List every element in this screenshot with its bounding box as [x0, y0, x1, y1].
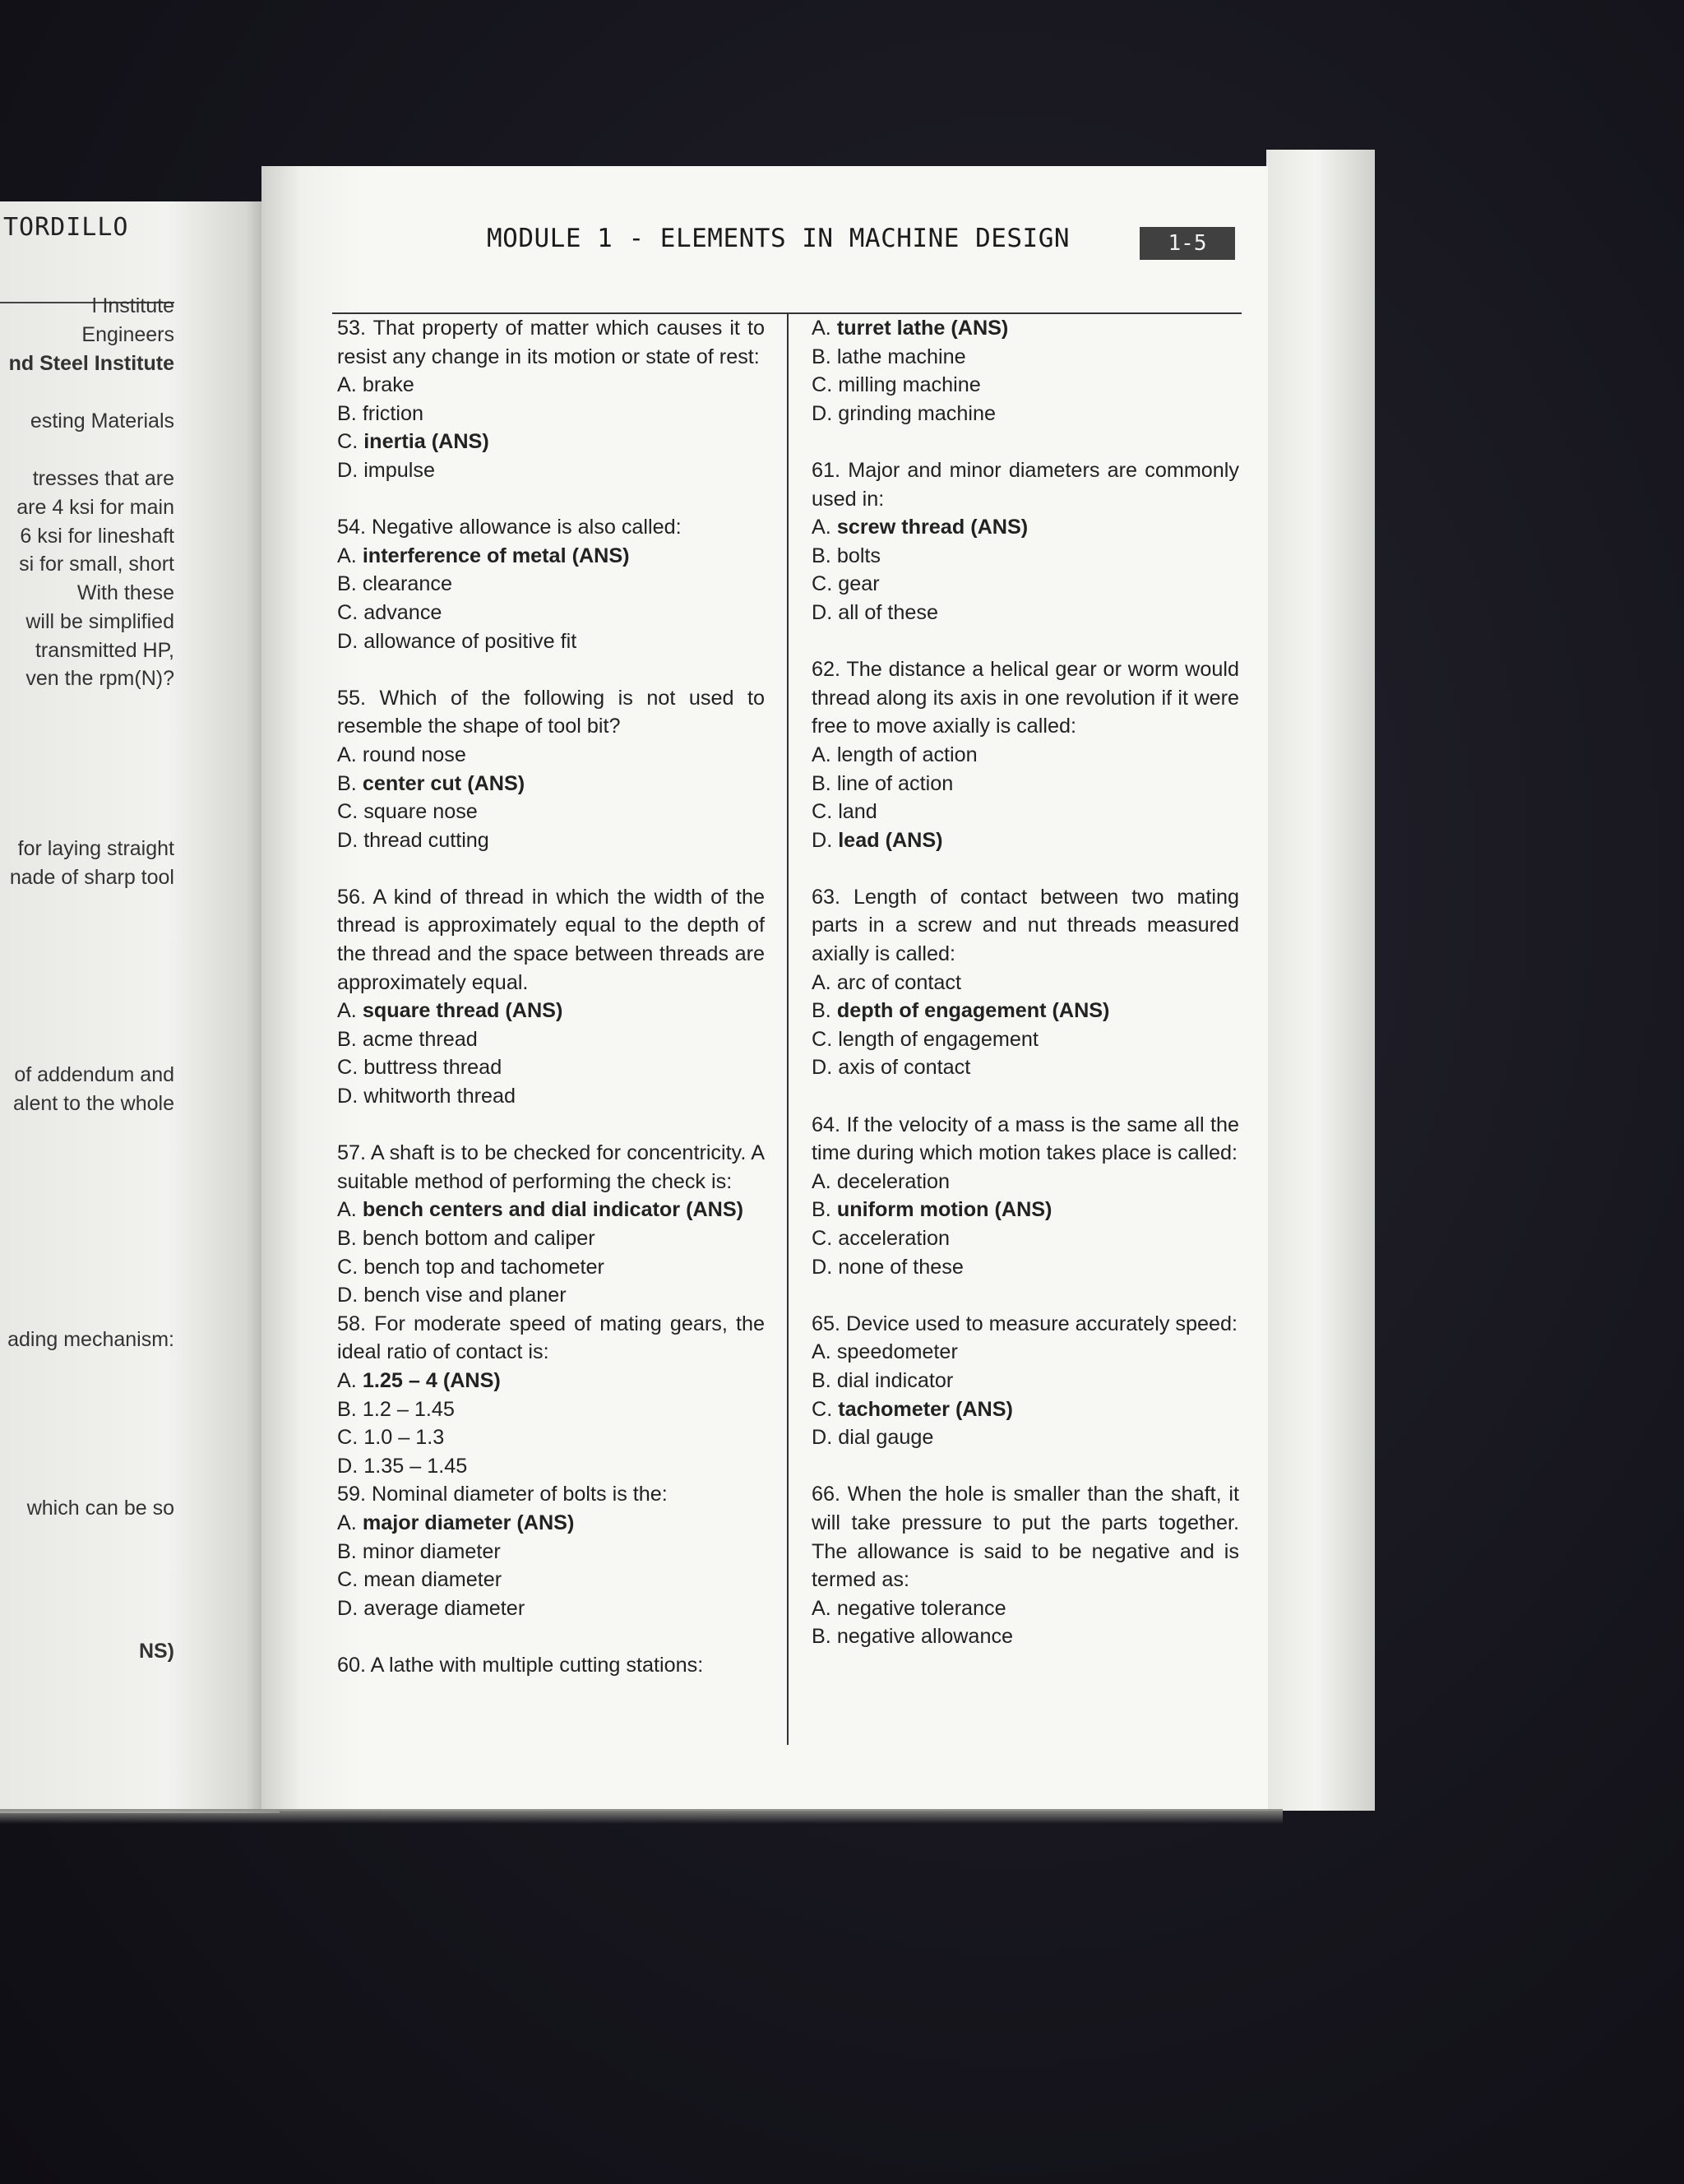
option-letter: B.: [812, 544, 831, 567]
question-block: [812, 456, 1239, 655]
option-text: interference of metal (ANS): [362, 544, 630, 567]
option-letter: A.: [812, 1169, 831, 1193]
question-block: [337, 1651, 765, 1680]
option-letter: B.: [337, 1027, 357, 1051]
option-letter: D.: [812, 828, 833, 852]
option-letter: A.: [337, 373, 357, 397]
answer-option: [812, 798, 1239, 826]
option-letter: C.: [337, 430, 359, 454]
answer-option-correct: [337, 770, 765, 798]
left-page-line: nade of sharp tool: [9, 866, 174, 889]
question-stem: When the hole is smaller than the shaft, it will take pressure to put the parts together. The allowance is said to be negative and is termed as:: [812, 1483, 1239, 1592]
option-text: center cut (ANS): [362, 771, 525, 795]
question-text: [337, 1651, 765, 1680]
option-letter: D.: [812, 1056, 833, 1080]
option-text: dial gauge: [838, 1426, 934, 1450]
right-column: [812, 314, 1239, 1651]
option-text: bench vise and planer: [363, 1284, 567, 1307]
answer-option: [337, 599, 765, 627]
option-letter: C.: [812, 373, 833, 397]
option-text: all of these: [838, 600, 939, 624]
left-page-line: esting Materials: [30, 410, 174, 433]
option-letter: C.: [812, 572, 833, 596]
option-letter: D.: [337, 1596, 359, 1620]
option-letter: B.: [812, 999, 831, 1023]
left-page-line: ven the rpm(N)?: [25, 667, 174, 690]
left-page-line: Engineers: [81, 323, 174, 346]
option-letter: C.: [812, 1027, 833, 1051]
answer-option-correct: [337, 1196, 765, 1224]
question-number: 66.: [812, 1483, 841, 1506]
left-page-line: With these: [76, 581, 174, 604]
answer-option: [337, 1566, 765, 1594]
option-text: lathe machine: [836, 345, 966, 368]
answer-option: [337, 741, 765, 770]
option-text: 1.25 – 4 (ANS): [362, 1368, 501, 1392]
left-page-line: are 4 ksi for main: [16, 496, 174, 519]
option-letter: B.: [812, 1198, 831, 1222]
question-text: [337, 1310, 765, 1367]
option-letter: A.: [812, 743, 831, 766]
answer-option: [812, 1338, 1239, 1367]
option-letter: D.: [812, 600, 833, 624]
answer-option: [812, 570, 1239, 599]
question-number: 57.: [337, 1141, 367, 1165]
answer-option: [337, 570, 765, 599]
question-stem: Nominal diameter of bolts is the:: [372, 1483, 668, 1506]
option-letter: C.: [337, 1426, 359, 1450]
option-letter: B.: [337, 1227, 357, 1250]
option-letter: A.: [337, 1368, 357, 1392]
option-text: 1.35 – 1.45: [363, 1454, 468, 1478]
option-text: gear: [838, 572, 880, 596]
question-number: 53.: [337, 317, 367, 340]
right-page-edge: [1266, 150, 1375, 1811]
option-letter: D.: [812, 401, 833, 425]
answer-option-correct: [812, 1395, 1239, 1424]
option-text: 1.2 – 1.45: [362, 1397, 455, 1421]
answer-option: [337, 456, 765, 485]
answer-option: [337, 1025, 765, 1054]
answer-option-correct: [812, 826, 1239, 855]
answer-option: [812, 1367, 1239, 1395]
option-letter: C.: [337, 1568, 359, 1592]
option-text: uniform motion (ANS): [836, 1198, 1052, 1222]
page-number-badge: 1-5: [1140, 227, 1235, 260]
option-text: milling machine: [838, 373, 981, 397]
option-letter: A.: [337, 999, 357, 1023]
option-letter: B.: [337, 1397, 357, 1421]
question-block: [337, 513, 765, 684]
left-page-line: l Institute: [91, 294, 174, 317]
question-stem: Which of the following is not used to resemble the shape of tool bit?: [337, 686, 766, 738]
option-text: thread cutting: [363, 828, 489, 852]
option-text: brake: [362, 373, 414, 397]
question-text: [812, 1480, 1239, 1594]
left-page: [0, 201, 280, 1813]
page-bottom-shadow: [0, 1809, 1283, 1824]
question-spacer: [337, 854, 765, 883]
option-letter: D.: [812, 1426, 833, 1450]
option-text: dial indicator: [836, 1368, 954, 1392]
question-stem: A shaft is to be checked for concentricity. A suitable method of performing the check is:: [337, 1141, 766, 1193]
question-number: 65.: [812, 1312, 841, 1335]
question-stem: Negative allowance is also called:: [372, 516, 682, 539]
question-number: 60.: [337, 1653, 367, 1677]
option-text: length of engagement: [838, 1027, 1039, 1051]
option-letter: C.: [337, 1056, 359, 1080]
answer-option-correct: [337, 1509, 765, 1538]
option-letter: C.: [812, 1397, 833, 1421]
left-page-line: alent to the whole: [13, 1092, 174, 1115]
question-number: 62.: [812, 658, 841, 682]
option-letter: A.: [812, 1340, 831, 1364]
question-text: [812, 456, 1239, 513]
option-letter: D.: [337, 1085, 359, 1108]
option-letter: A.: [812, 317, 831, 340]
question-block: [812, 1310, 1239, 1481]
option-letter: A.: [337, 1198, 357, 1222]
question-text: [337, 513, 765, 542]
answer-option-correct: [337, 428, 765, 456]
option-text: major diameter (ANS): [362, 1511, 575, 1534]
question-block: [337, 1480, 765, 1651]
left-page-line: for laying straight: [17, 837, 174, 860]
question-spacer: [812, 627, 1239, 656]
answer-option-correct: [337, 542, 765, 571]
option-letter: D.: [337, 629, 359, 653]
answer-option: [337, 1395, 765, 1424]
option-text: buttress thread: [363, 1056, 502, 1080]
left-page-line: ading mechanism:: [7, 1328, 174, 1351]
option-text: negative allowance: [836, 1625, 1014, 1649]
left-page-line: 6 ksi for lineshaft: [20, 525, 174, 548]
answer-option-correct: [337, 997, 765, 1025]
option-text: land: [838, 800, 877, 824]
left-page-line: tresses that are: [32, 467, 174, 490]
option-text: bolts: [836, 544, 881, 567]
question-stem: Device used to measure accurately speed:: [846, 1312, 1238, 1335]
question-number: 64.: [812, 1113, 841, 1136]
option-letter: D.: [337, 1454, 359, 1478]
left-page-line: which can be so: [26, 1497, 174, 1520]
question-number: 54.: [337, 516, 367, 539]
answer-option: [812, 1423, 1239, 1452]
left-page-line: of addendum and: [14, 1063, 174, 1086]
option-letter: D.: [337, 458, 359, 482]
question-stem: That property of matter which causes it to resist any change in its motion or state of rest:: [337, 317, 765, 368]
question-number: 56.: [337, 885, 367, 909]
option-letter: C.: [812, 1227, 833, 1250]
question-block: [812, 314, 1239, 456]
question-text: [812, 655, 1239, 741]
question-block: [337, 1139, 765, 1310]
option-letter: C.: [812, 800, 833, 824]
question-text: [337, 314, 765, 371]
option-letter: D.: [337, 1284, 359, 1307]
option-letter: A.: [337, 743, 357, 766]
question-spacer: [337, 655, 765, 684]
question-block: [812, 883, 1239, 1111]
left-page-line: si for small, short: [19, 553, 174, 576]
question-block: [337, 1310, 765, 1481]
option-letter: C.: [337, 1255, 359, 1279]
question-spacer: [812, 428, 1239, 456]
option-text: none of these: [838, 1255, 964, 1279]
question-block: [337, 684, 765, 883]
option-text: depth of engagement (ANS): [836, 999, 1110, 1023]
option-letter: B.: [812, 1368, 831, 1392]
question-text: [812, 1111, 1239, 1168]
question-stem: A lathe with multiple cutting stations:: [370, 1653, 704, 1677]
option-text: arc of contact: [836, 970, 962, 994]
option-text: bench top and tachometer: [363, 1255, 604, 1279]
question-block: [812, 1111, 1239, 1310]
answer-option: [337, 1538, 765, 1566]
option-letter: B.: [337, 401, 357, 425]
option-text: speedometer: [836, 1340, 958, 1364]
question-stem: For moderate speed of mating gears, the ideal ratio of contact is:: [337, 1312, 765, 1364]
answer-option: [337, 371, 765, 400]
question-number: 55.: [337, 686, 367, 710]
answer-option: [812, 371, 1239, 400]
option-text: lead (ANS): [838, 828, 943, 852]
question-number: 61.: [812, 458, 841, 482]
question-spacer: [337, 485, 765, 514]
option-letter: A.: [337, 544, 357, 567]
question-spacer: [812, 1281, 1239, 1310]
option-text: minor diameter: [362, 1539, 501, 1563]
question-text: [337, 684, 765, 741]
answer-option: [337, 1281, 765, 1310]
column-divider: [787, 312, 789, 1745]
answer-option: [337, 826, 765, 855]
option-text: friction: [362, 401, 423, 425]
question-number: 63.: [812, 885, 841, 909]
left-column: [337, 314, 765, 1680]
answer-option: [812, 542, 1239, 571]
option-text: negative tolerance: [836, 1596, 1006, 1620]
option-text: allowance of positive fit: [363, 629, 577, 653]
question-spacer: [812, 854, 1239, 883]
question-stem: If the velocity of a mass is the same all the time during which motion takes place is called:: [812, 1113, 1239, 1165]
question-text: [337, 883, 765, 997]
answer-option-correct: [337, 1367, 765, 1395]
answer-option: [812, 741, 1239, 770]
answer-option: [812, 599, 1239, 627]
option-text: turret lathe (ANS): [836, 317, 1009, 340]
option-letter: C.: [337, 600, 359, 624]
answer-option: [812, 400, 1239, 428]
answer-option: [337, 1053, 765, 1082]
answer-option: [337, 1224, 765, 1253]
option-text: square thread (ANS): [362, 999, 563, 1023]
question-stem: A kind of thread in which the width of the thread is approximately equal to the depth of the thread and the space between threads are approximately equal.: [337, 885, 766, 994]
question-spacer: [812, 1082, 1239, 1111]
answer-option-correct: [812, 513, 1239, 542]
option-letter: A.: [812, 1596, 831, 1620]
question-stem: Major and minor diameters are commonly used in:: [812, 458, 1240, 511]
answer-option: [812, 1168, 1239, 1196]
answer-option: [337, 1253, 765, 1282]
option-text: bench bottom and caliper: [362, 1227, 595, 1250]
question-text: [337, 1480, 765, 1509]
option-text: impulse: [363, 458, 435, 482]
answer-option: [812, 343, 1239, 372]
question-text: [337, 1139, 765, 1196]
question-block: [337, 883, 765, 1139]
option-letter: B.: [812, 345, 831, 368]
option-text: axis of contact: [838, 1056, 971, 1080]
option-text: grinding machine: [838, 401, 997, 425]
question-stem: Length of contact between two mating parts in a screw and nut threads measured axially is called:: [812, 885, 1239, 966]
question-spacer: [337, 1111, 765, 1140]
answer-option: [812, 1224, 1239, 1253]
left-page-header: TORDILLO: [3, 213, 129, 242]
answer-option: [812, 1622, 1239, 1651]
option-text: bench centers and dial indicator (ANS): [362, 1198, 744, 1222]
option-text: square nose: [363, 800, 478, 824]
left-page-line: nd Steel Institute: [8, 352, 174, 375]
answer-option: [812, 1594, 1239, 1623]
question-number: 58.: [337, 1312, 367, 1335]
option-text: deceleration: [836, 1169, 951, 1193]
option-letter: A.: [812, 970, 831, 994]
option-letter: B.: [812, 771, 831, 795]
question-stem: The distance a helical gear or worm would thread along its axis in one revolution if it were free to move axially is called:: [812, 658, 1239, 738]
question-spacer: [337, 1622, 765, 1651]
answer-option: [337, 400, 765, 428]
question-number: 59.: [337, 1483, 367, 1506]
left-page-line: will be simplified: [25, 610, 174, 633]
answer-option: [812, 1053, 1239, 1082]
option-text: length of action: [836, 743, 978, 766]
answer-option: [812, 770, 1239, 798]
option-letter: B.: [812, 1625, 831, 1649]
answer-option-correct: [812, 997, 1239, 1025]
option-letter: B.: [337, 1539, 357, 1563]
answer-option: [337, 1452, 765, 1481]
question-block: [812, 655, 1239, 883]
option-text: tachometer (ANS): [838, 1397, 1013, 1421]
left-page-line: NS): [138, 1640, 174, 1663]
option-text: line of action: [836, 771, 954, 795]
page-title: MODULE 1 - ELEMENTS IN MACHINE DESIGN: [487, 224, 1071, 253]
option-letter: A.: [337, 1511, 357, 1534]
answer-option: [337, 798, 765, 826]
option-letter: C.: [337, 800, 359, 824]
option-text: 1.0 – 1.3: [363, 1426, 445, 1450]
option-text: round nose: [362, 743, 466, 766]
answer-option: [812, 1025, 1239, 1054]
option-letter: B.: [337, 771, 357, 795]
answer-option: [337, 627, 765, 656]
option-letter: B.: [337, 572, 357, 596]
answer-option: [337, 1082, 765, 1111]
answer-option: [337, 1594, 765, 1623]
answer-option: [812, 1253, 1239, 1282]
option-letter: D.: [337, 828, 359, 852]
option-text: average diameter: [363, 1596, 525, 1620]
question-spacer: [812, 1452, 1239, 1481]
option-text: mean diameter: [363, 1568, 502, 1592]
option-text: inertia (ANS): [363, 430, 489, 454]
option-text: advance: [363, 600, 442, 624]
left-page-line: transmitted HP,: [35, 639, 174, 662]
question-block: [812, 1480, 1239, 1651]
option-letter: A.: [812, 516, 831, 539]
answer-option-correct: [812, 1196, 1239, 1224]
answer-option-correct: [812, 314, 1239, 343]
answer-option: [812, 969, 1239, 997]
answer-option: [337, 1423, 765, 1452]
question-text: [812, 1310, 1239, 1339]
option-letter: D.: [812, 1255, 833, 1279]
option-text: screw thread (ANS): [836, 516, 1029, 539]
option-text: clearance: [362, 572, 453, 596]
question-text: [812, 883, 1239, 969]
option-text: acme thread: [362, 1027, 478, 1051]
option-text: acceleration: [838, 1227, 951, 1250]
question-block: [337, 314, 765, 513]
option-text: whitworth thread: [363, 1085, 516, 1108]
